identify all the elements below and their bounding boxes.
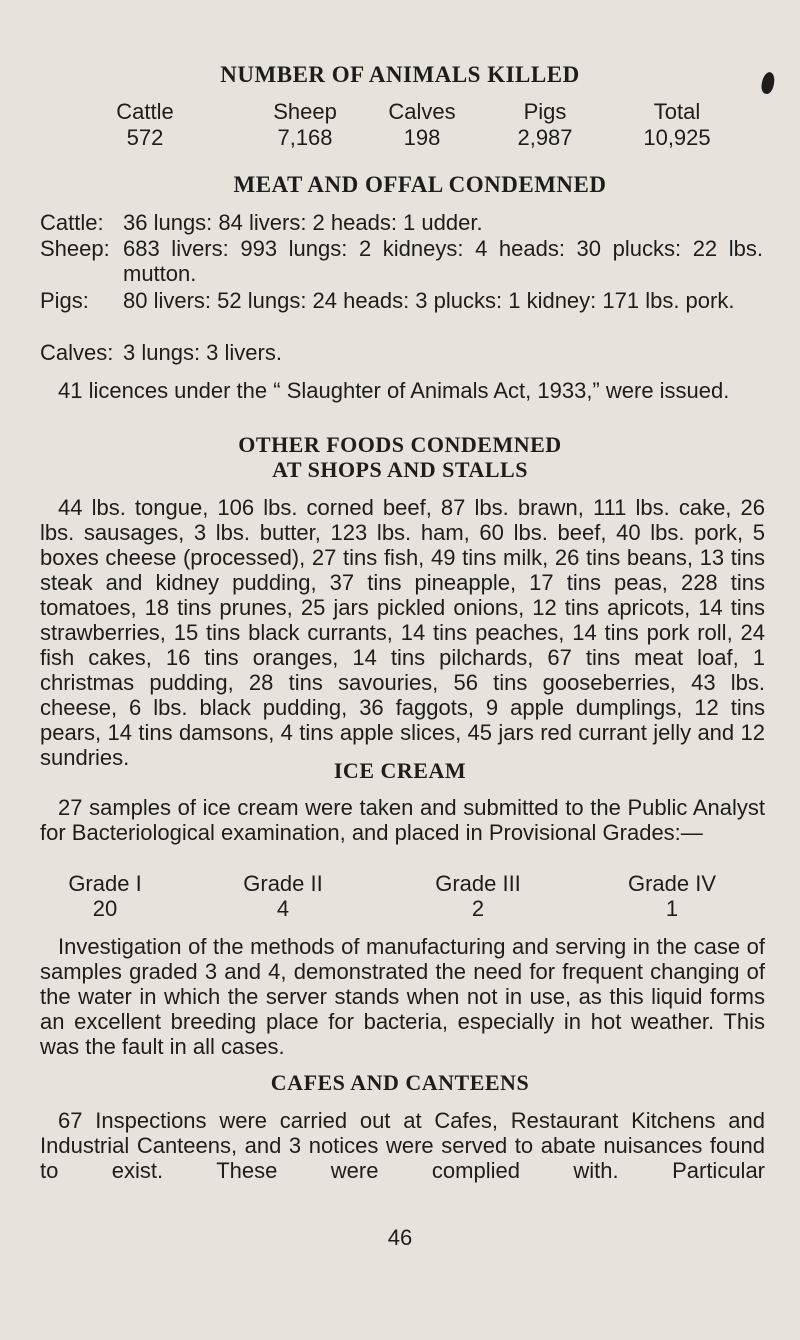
- page-number: 46: [387, 1225, 413, 1250]
- grade-header-4: Grade IV: [627, 871, 717, 896]
- cafes-paragraph: 67 Inspections were carried out at Cafes, Restaurant Kitchens and Industrial Canteens, and 3 notices were served to abate nuisances found to exist. These were complied with. Particular: [40, 1108, 765, 1183]
- condemned-label-sheep: Sheep:: [40, 236, 110, 261]
- value-calves: 198: [403, 125, 441, 150]
- col-header-pigs: Pigs: [523, 99, 567, 124]
- other-foods-heading-line2: AT SHOPS AND STALLS: [272, 457, 528, 482]
- condemned-label-pigs: Pigs:: [40, 288, 89, 313]
- ice-cream-intro: 27 samples of ice cream were taken and submitted to the Public Analyst for Bacteriological examination, and placed in Provisional Grades:—: [40, 795, 765, 845]
- other-foods-heading-line1: OTHER FOODS CONDEMNED: [238, 432, 562, 457]
- grade-header-1: Grade I: [68, 871, 142, 896]
- grade-count-1: 20: [92, 896, 118, 921]
- condemned-text-cattle: 36 lungs: 84 livers: 2 heads: 1 udder.: [123, 210, 483, 235]
- condemned-label-cattle: Cattle:: [40, 210, 104, 235]
- investigation-paragraph: Investigation of the methods of manufacturing and serving in the case of samples graded 3 and 4, demonstrated the need for frequent changing of the water in which the server stands when not in use, as this liquid forms an excellent breeding place for bacteria, especially in hot weather. This was the fault in all cases.: [40, 934, 765, 1059]
- condemned-text-calves: 3 lungs: 3 livers.: [123, 340, 282, 365]
- cafes-heading: CAFES AND CANTEENS: [270, 1070, 530, 1095]
- condemned-text-pigs: 80 livers: 52 lungs: 24 heads: 3 plucks: 1 kidney: 171 lbs. pork.: [123, 288, 735, 313]
- grade-header-3: Grade III: [435, 871, 521, 896]
- condemned-text-sheep: 683 livers: 993 lungs: 2 kidneys: 4 heads: 30 plucks: 22 lbs. mutton.: [123, 236, 763, 286]
- value-sheep: 7,168: [277, 125, 333, 150]
- grade-count-3: 2: [471, 896, 485, 921]
- animals-killed-heading: NUMBER OF ANIMALS KILLED: [220, 62, 580, 87]
- grade-count-2: 4: [276, 896, 290, 921]
- col-header-total: Total: [653, 99, 701, 124]
- value-total: 10,925: [643, 125, 711, 150]
- meat-condemned-heading: MEAT AND OFFAL CONDEMNED: [233, 172, 607, 197]
- other-foods-paragraph: 44 lbs. tongue, 106 lbs. corned beef, 87 lbs. brawn, 111 lbs. cake, 26 lbs. sausages, 3 lbs. butter, 123 lbs. ham, 60 lbs. beef, 40 lbs. pork, 5 boxes cheese (processed), 27 tins fish, 49 tins milk, 26 tins beans, 13 tins steak and kidney pudding, 37 tins pineapple, 17 tins peas, 228 tins tomatoes, 18 tins prunes, 25 jars pickled onions, 12 tins apricots, 14 tins strawberries, 15 tins black currants, 14 tins peaches, 14 tins pork roll, 24 fish cakes, 16 tins oranges, 14 tins pilchards, 67 tins meat loaf, 1 christmas pudding, 28 tins savouries, 56 tins gooseberries, 43 lbs. cheese, 6 lbs. black pudding, 36 faggots, 9 apple dumplings, 12 tins pears, 14 tins damsons, 4 tins apple slices, 45 jars red currant jelly and 12 sundries.: [40, 495, 765, 770]
- col-header-cattle: Cattle: [116, 99, 174, 124]
- licences-paragraph: 41 licences under the “ Slaughter of Animals Act, 1933,” were issued.: [58, 378, 730, 403]
- value-pigs: 2,987: [517, 125, 573, 150]
- col-header-sheep: Sheep: [273, 99, 337, 124]
- grade-count-4: 1: [665, 896, 679, 921]
- ice-cream-heading: ICE CREAM: [333, 758, 467, 783]
- condemned-label-calves: Calves:: [40, 340, 114, 365]
- grade-header-2: Grade II: [243, 871, 323, 896]
- value-cattle: 572: [126, 125, 164, 150]
- col-header-calves: Calves: [388, 99, 456, 124]
